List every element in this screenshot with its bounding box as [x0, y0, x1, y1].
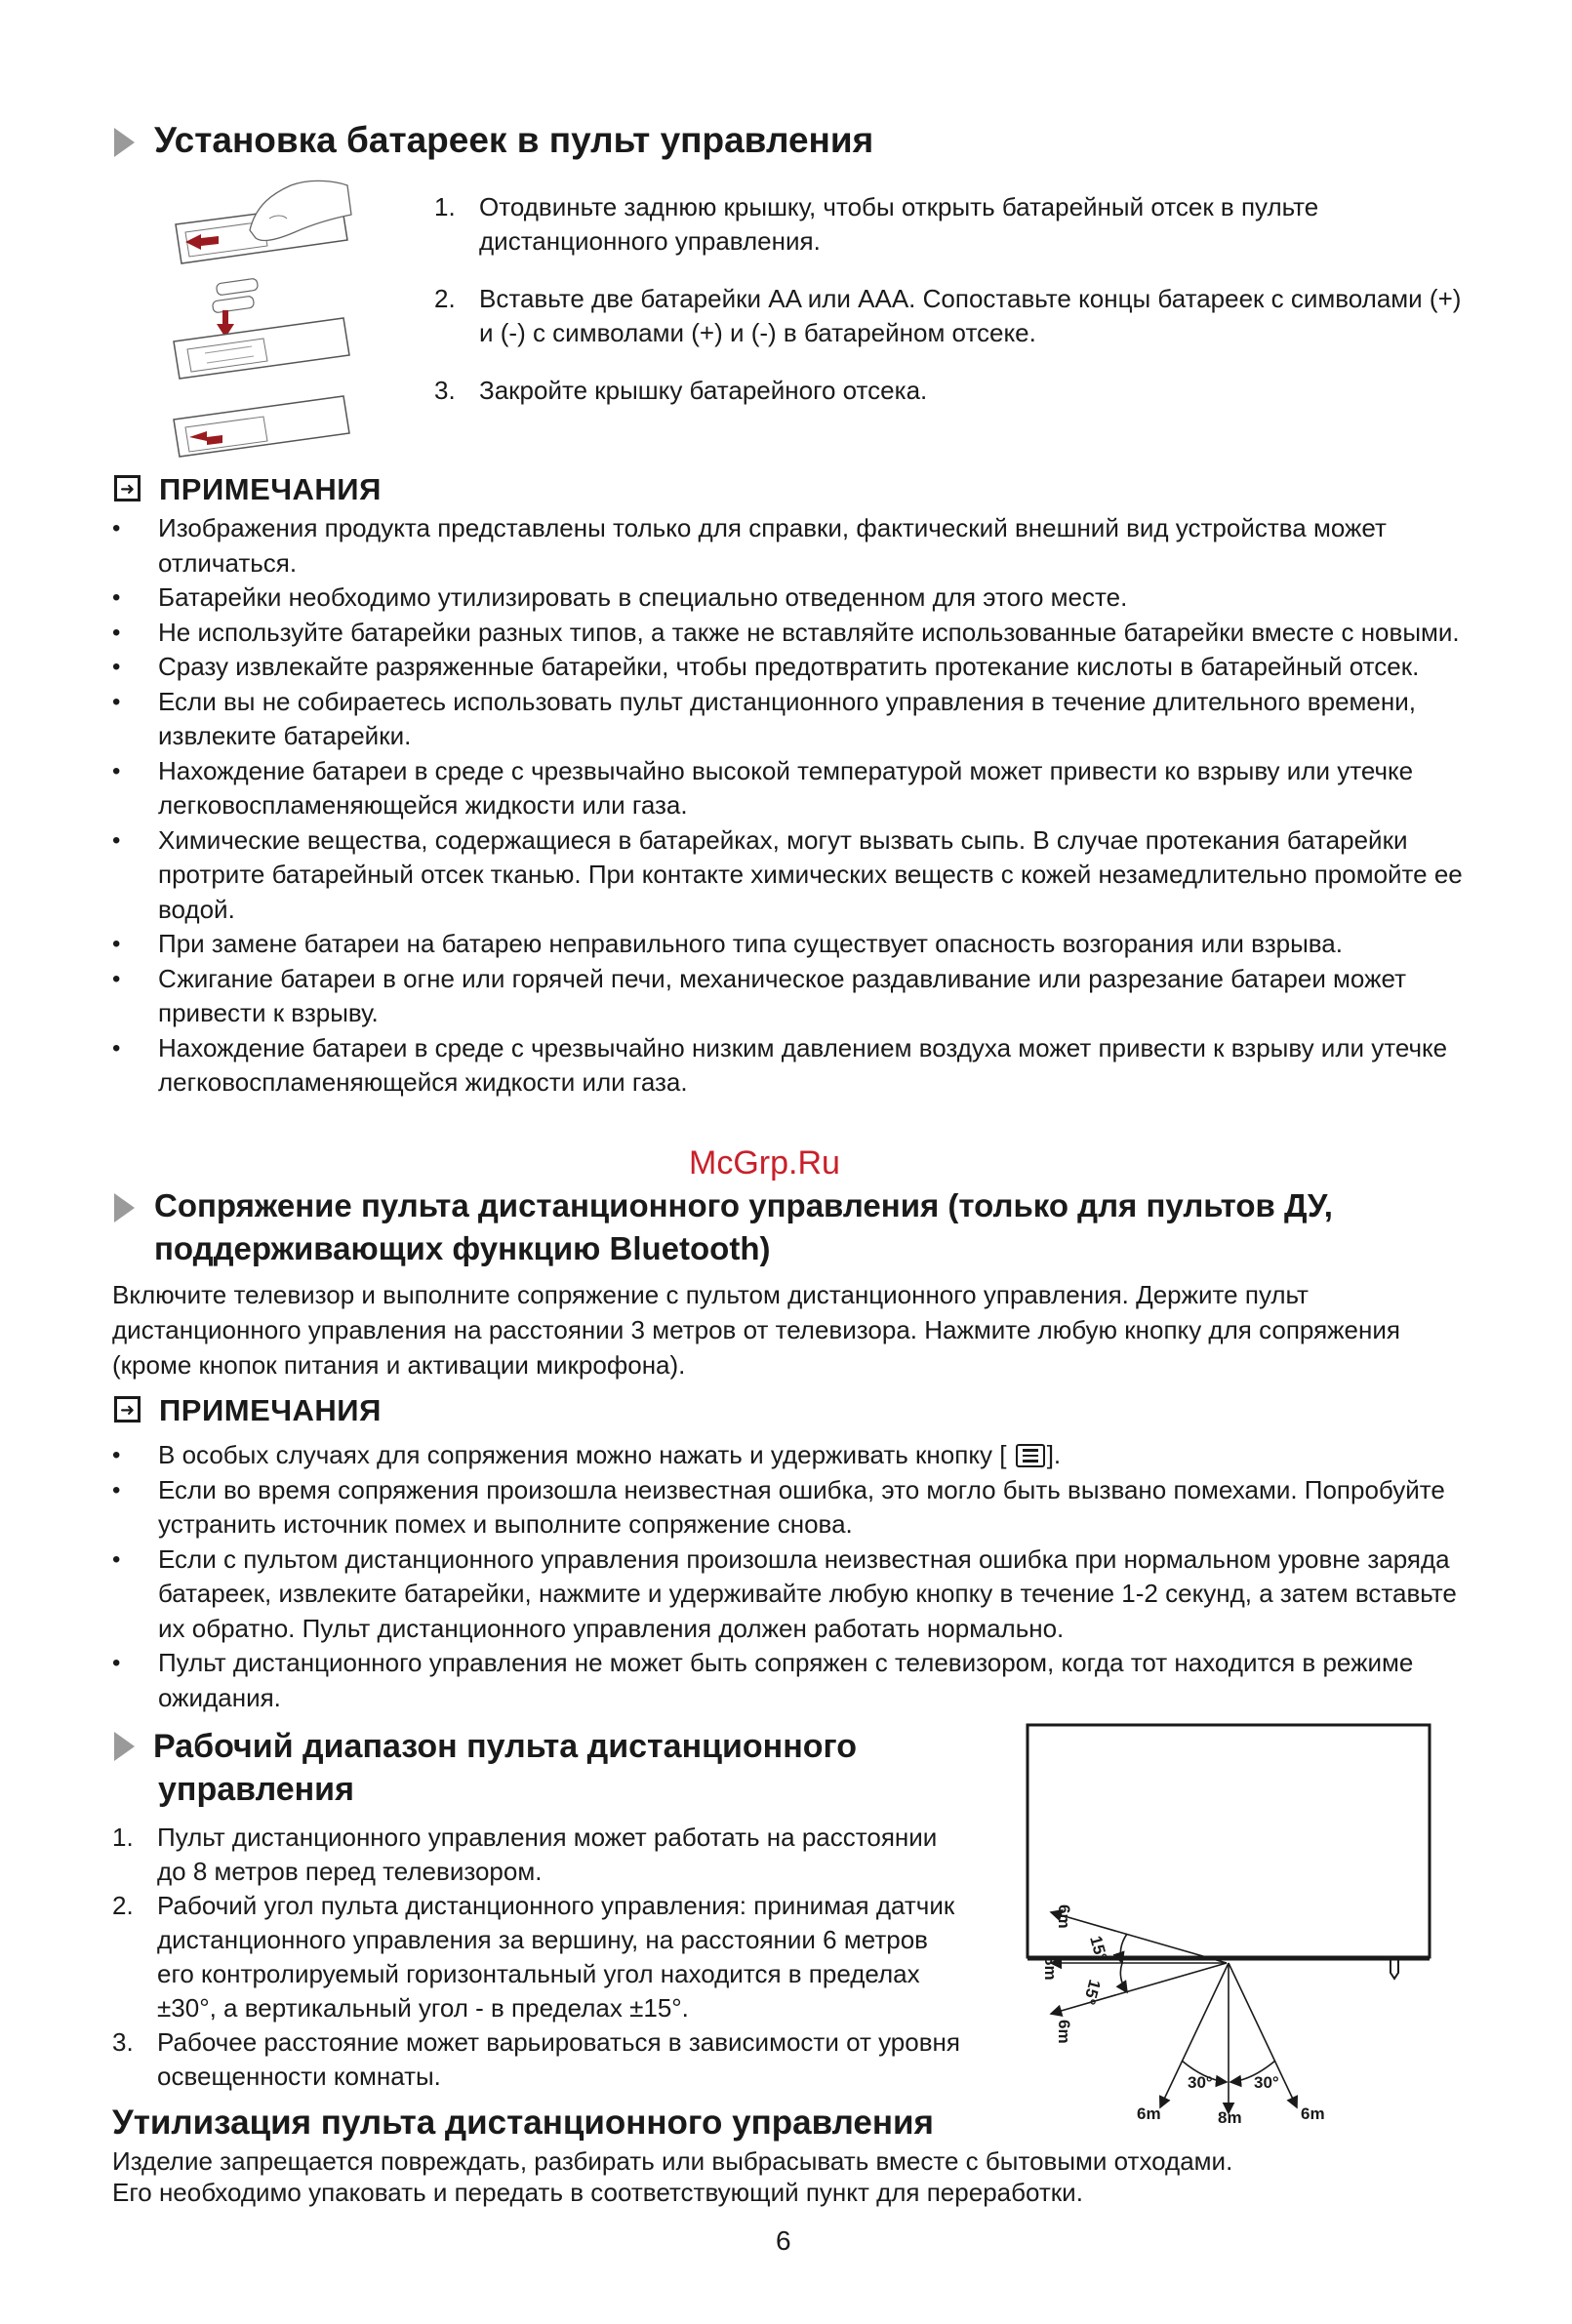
remote-open-cover-image	[176, 180, 351, 263]
list-item: • Сжигание батареи в огне или горячей печи, механическое раздавливание или разрезание батареи может привести к взрыву.	[112, 962, 1473, 1031]
list-item: • Нахождение батареи в среде с чрезвычайно высокой температурой может привести ко взрыву или утечке легковоспламеняющейся жидкости или газа.	[112, 754, 1473, 823]
label-angle-h-left: 30°	[1188, 2073, 1213, 2092]
list-item: • Сразу извлекайте разряженные батарейки, чтобы предотвратить протекание кислоты в батарейный отсек.	[112, 650, 1473, 685]
section-title-battery-install: Установка батареек в пульт управления	[154, 120, 874, 160]
section-title-range	[153, 1725, 857, 1811]
notes-heading: ПРИМЕЧАНИЯ	[159, 472, 382, 506]
pairing-paragraph: Включите телевизор и выполните сопряжение с пультом дистанционного управления. Держите пульт дистанционного управления на расстоянии 3 метров от телевизора. Нажмите любую кнопку для сопряжения (кроме кнопок питания и активации микрофона).	[112, 1280, 1400, 1380]
label-v-top: 6m	[1055, 1904, 1073, 1929]
label-angle-h-right: 30°	[1254, 2073, 1279, 2092]
note-icon: ➜	[114, 475, 141, 501]
battery-steps-list	[434, 190, 1469, 408]
section-title-line: Сопряжение пульта дистанционного управления (только для пультов ДУ,	[154, 1187, 1333, 1223]
list-item: • Если вы не собираетесь использовать пульт дистанционного управления в течение длительного времени, извлеките батарейки.	[112, 685, 1473, 754]
battery-install-illustration	[166, 176, 361, 468]
list-item: • Если во время сопряжения произошла неизвестная ошибка, это могло быть вызвано помехами. Попробуйте устранить источник помех и выполните сопряжение снова.	[112, 1473, 1473, 1543]
list-item: 2. Вставьте две батарейки AA или AAA. Сопоставьте концы батареек с символами (+) и (-) с символами (+) и (-) в батарейном отсеке.	[434, 284, 1462, 347]
list-item: • Не используйте батарейки разных типов, а также не вставляйте использованные батарейки вместе с новыми.	[112, 616, 1473, 651]
label-angle-v-top: 15°	[1086, 1934, 1111, 1963]
list-item: • При замене батареи на батарею неправильного типа существует опасность возгорания или взрыва.	[112, 927, 1473, 962]
remote-compartment-image	[174, 318, 349, 379]
range-diagram	[1020, 1717, 1439, 2127]
disposal-line-1: Изделие запрещается повреждать, разбирать или выбрасывать вместе с бытовыми отходами.	[112, 2146, 1233, 2176]
label-v-bot: 6m	[1055, 2020, 1073, 2044]
list-item: • Если с пультом дистанционного управления произошла неизвестная ошибка при нормальном уровне заряда батареек, извлеките батарейки, нажмите и удерживайте любую кнопку в течение 1-2 секунд, а затем вставьте их обратно. Пульт дистанционного управления должен работать нормально.	[112, 1543, 1473, 1647]
label-h-right: 6m	[1301, 2104, 1325, 2123]
list-item: • Изображения продукта представлены только для справки, фактический внешний вид устройства может отличаться.	[112, 511, 1473, 581]
section-marker-icon	[114, 128, 135, 157]
label-h-mid: 8m	[1218, 2108, 1242, 2127]
section-marker-icon	[114, 1732, 135, 1761]
list-item	[112, 1438, 1473, 1473]
section-title-line: управления	[158, 1771, 354, 1808]
notes-list	[112, 1438, 1473, 1715]
page-number: 6	[776, 2225, 791, 2256]
section-title-disposal: Утилизация пульта дистанционного управления	[112, 2104, 934, 2142]
label-h-left: 6m	[1137, 2104, 1161, 2123]
list-item: • Нахождение батареи в среде с чрезвычайно низким давлением воздуха может привести к взрыву или утечке легковоспламеняющейся жидкости или газа.	[112, 1031, 1473, 1101]
section-marker-icon	[114, 1193, 135, 1222]
list-item: • Химические вещества, содержащиеся в батарейках, могут вызвать сыпь. В случае протекания батарейки протрите батарейный отсек тканью. При контакте химических веществ с кожей незамедлительно промойте ее водой.	[112, 823, 1473, 928]
section-title-line: поддерживающих функцию Bluetooth)	[154, 1230, 771, 1266]
notes-heading: ПРИМЕЧАНИЯ	[159, 1393, 382, 1427]
menu-button-icon	[1016, 1444, 1045, 1467]
note-text: ].	[1046, 1440, 1062, 1469]
list-item: • Батарейки необходимо утилизировать в специально отведенном для этого месте.	[112, 581, 1473, 616]
section-title-pairing	[154, 1184, 1520, 1270]
remote-close-cover-image	[174, 396, 349, 457]
disposal-line-2: Его необходимо упаковать и передать в соответствующий пункт для переработки.	[112, 2178, 1083, 2207]
section-title-line: Рабочий диапазон пульта дистанционного	[153, 1728, 858, 1765]
notes-list	[112, 511, 1473, 1101]
list-item: • Пульт дистанционного управления не может быть сопряжен с телевизором, когда тот находится в режиме ожидания.	[112, 1646, 1473, 1715]
label-v-mid: 8m	[1041, 1956, 1060, 1981]
list-item: 1. Отодвиньте заднюю крышку, чтобы открыть батарейный отсек в пульте дистанционного управления.	[434, 192, 1319, 256]
note-icon: ➜	[114, 1396, 141, 1422]
list-item: 3. Рабочее расстояние может варьироваться в зависимости от уровня освещенности комнаты.	[112, 2027, 960, 2091]
list-item: 1. Пульт дистанционного управления может работать на расстоянии до 8 метров перед телевизором.	[112, 1823, 938, 1886]
list-item: 2. Рабочий угол пульта дистанционного управления: принимая датчик дистанционного управления за вершину, на расстоянии 6 метров его контролируемый горизонтальный угол находится в пределах ±30°, а вертикальный угол - в пределах ±15°.	[112, 1891, 955, 2023]
label-angle-v-bot: 15°	[1079, 1977, 1105, 2007]
watermark: McGrp.Ru	[689, 1144, 840, 1182]
range-steps-list	[112, 1821, 961, 2094]
batteries-image	[212, 278, 258, 338]
list-item: 3. Закройте крышку батарейного отсека.	[434, 376, 928, 405]
note-text: В особых случаях для сопряжения можно нажать и удерживать кнопку [	[158, 1440, 1007, 1469]
